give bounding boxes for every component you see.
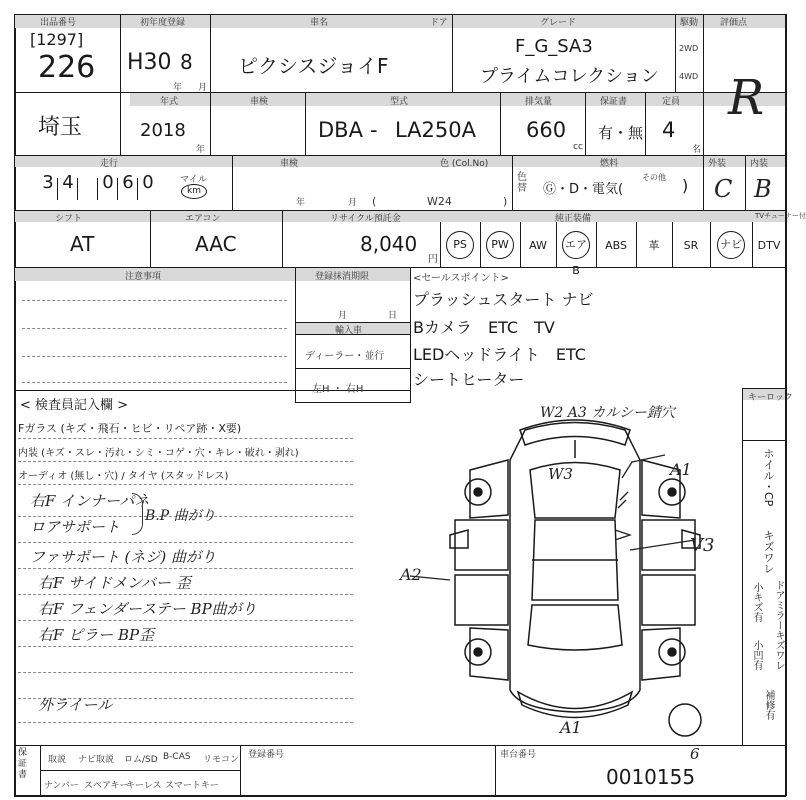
- color-label: 色 (Col.No): [440, 159, 489, 169]
- month-unit: 月: [198, 83, 208, 93]
- shift-label: シフト: [55, 214, 83, 224]
- color-open: (: [372, 195, 377, 208]
- chassis-number: 0010155: [606, 765, 696, 789]
- fuel-other: その他: [642, 173, 666, 182]
- color-change-label: 色替: [517, 172, 527, 194]
- color-code: W24: [427, 195, 452, 208]
- first-reg-year: H30: [127, 50, 172, 75]
- fuel-label: 燃料: [600, 159, 619, 169]
- model-year: 2018: [140, 120, 186, 141]
- footer-item-remote: リモコン: [203, 755, 240, 765]
- inspector-row-1: Fガラス (キズ・飛石・ヒビ・リペア跡・X要): [18, 422, 242, 435]
- equipment-label: ABS: [605, 238, 627, 252]
- equipment-item: [480, 228, 520, 262]
- warranty-choice: 有・無: [598, 124, 644, 142]
- capacity-label: 定員: [662, 97, 681, 107]
- eval-label: 評価点: [720, 18, 748, 28]
- hw-note-5: 右F フェンダーステー BP曲がり: [38, 600, 257, 618]
- mileage-digit: 6: [122, 172, 134, 193]
- deadline-label: 登録抹消期限: [315, 272, 370, 282]
- inspection-label: 車検: [280, 159, 299, 169]
- equipment-item: [596, 228, 636, 262]
- recycle-unit: 円: [428, 254, 438, 265]
- model-type-dash: -: [370, 118, 378, 142]
- interior-grade: B: [754, 175, 772, 203]
- footer-item-smart-key: スマートキー: [165, 781, 219, 791]
- equipment-label: PS: [446, 231, 474, 259]
- hw-note-1: 右F インナーパネ: [30, 492, 150, 510]
- aircon-value: AAC: [195, 232, 237, 256]
- car-damage-diagram: [440, 400, 710, 740]
- diagram-note-v3: V3: [690, 535, 715, 556]
- vehicle-name: ピクシスジョイF: [238, 54, 389, 78]
- mileage-digit: 3: [42, 172, 54, 193]
- model-type-label: 型式: [390, 97, 409, 107]
- lot-area-label: 出品番号: [40, 18, 77, 28]
- drive-label: 駆動: [680, 18, 699, 28]
- equipment-label: 純正装備: [555, 214, 592, 224]
- hw-bracket: [132, 493, 143, 535]
- tv-tuner-label: TVチューナー付: [755, 212, 806, 220]
- side-text-5: 小凹有: [751, 640, 762, 670]
- equipment-label: エアB: [562, 231, 590, 259]
- side-text-4: 小キズ有: [751, 582, 762, 622]
- equipment-label: AW: [529, 238, 547, 252]
- ref-number: [1297]: [30, 30, 84, 49]
- inspector-notes-label: < 検査員記入欄 >: [20, 398, 129, 413]
- diagram-note-a1-bottom: A1: [560, 718, 582, 737]
- equipment-item: [672, 228, 710, 262]
- side-text-1: ホイル・CP: [762, 448, 775, 507]
- equipment-label: PW: [486, 231, 514, 259]
- year-unit: 年: [173, 83, 183, 93]
- equipment-item: [440, 228, 480, 262]
- sales-point-2: Bカメラ ETC TV: [413, 318, 555, 337]
- diagram-note-a1-right: A1: [670, 460, 692, 479]
- equipment-label: 革: [648, 239, 660, 252]
- import-handle: 左H ・ 右H: [312, 384, 364, 395]
- shaken-label: 車検: [250, 97, 269, 107]
- displacement-unit: cc: [573, 142, 583, 152]
- exterior-grade: C: [714, 175, 733, 203]
- hw-note-6: 右F ピラー BP歪: [38, 626, 155, 644]
- exterior-label: 外装: [708, 159, 727, 169]
- mileage-unit-km: km: [181, 184, 207, 199]
- chassis-label: 車台番号: [500, 750, 537, 760]
- drive-2wd: 2WD: [679, 44, 699, 53]
- footer-item-plate: ナンバー: [44, 781, 79, 791]
- hw-note-4: 右F サイドメンバー 歪: [38, 574, 191, 592]
- aircon-label: エアコン: [185, 214, 221, 224]
- import-label: 輸入車: [335, 326, 363, 336]
- deadline-month: 月: [338, 311, 348, 321]
- sales-point-1: プラッシュスタート ナビ: [413, 290, 594, 309]
- grade-label: グレード: [540, 18, 577, 28]
- model-type-prefix: DBA: [318, 118, 363, 142]
- side-text-3: ドアミラーキズワレ: [773, 580, 784, 670]
- model-name-label: 車名: [310, 18, 329, 28]
- import-dealer: ディーラー・並行: [305, 351, 385, 362]
- interior-label: 内装: [750, 159, 769, 169]
- shift-value: AT: [70, 232, 95, 256]
- recycle-fee: 8,040: [360, 232, 418, 256]
- footer-item-bcas: B-CAS: [163, 752, 191, 762]
- recycle-label: リサイクル預託金: [330, 214, 401, 224]
- year-label: 年式: [160, 97, 179, 107]
- footer-item-manual: 取説: [48, 755, 67, 765]
- footer-item-rom: ロム/SD: [124, 755, 158, 765]
- equipment-label: ナビ: [717, 231, 745, 259]
- fuel-close: ): [682, 176, 689, 195]
- chassis-correction: 6: [690, 745, 700, 763]
- notes-label: 注意事項: [125, 272, 162, 282]
- equipment-label: DTV: [757, 238, 781, 252]
- deadline-day: 日: [388, 311, 398, 321]
- footer-item-navi-manual: ナビ取説: [78, 755, 115, 765]
- displacement-label: 排気量: [525, 97, 553, 107]
- footer-item-spare-key: スペアキー: [84, 781, 129, 791]
- eval-score: R: [728, 70, 765, 126]
- inspector-row-3: オーディオ (無し・穴) / タイヤ (スタッドレス): [18, 471, 229, 482]
- equipment-item: [710, 228, 752, 262]
- equipment-item: [556, 228, 596, 277]
- inspector-row-2: 内装 (キズ・スレ・汚れ・シミ・コゲ・穴・キレ・破れ・剥れ): [18, 448, 299, 459]
- model-year-unit: 年: [196, 145, 206, 155]
- sales-point-4: シートヒーター: [413, 370, 525, 389]
- mileage-unit-mile: マイル: [180, 175, 207, 185]
- mileage-digit: 4: [62, 172, 74, 193]
- first-reg-month: 8: [180, 50, 193, 74]
- equipment-label: SR: [683, 238, 699, 252]
- diagram-note-a2: A2: [400, 565, 422, 584]
- lot-number: 226: [38, 50, 96, 85]
- reg-no-label: 登録番号: [248, 750, 285, 760]
- region: 埼玉: [38, 115, 83, 140]
- fuel-options: Ⓖ・D・電気(: [543, 182, 624, 197]
- grade-line2: プライムコレクション: [480, 66, 659, 87]
- hw-bp-note: B.P 曲がり: [145, 508, 216, 524]
- hw-note-3: ファサポート (ネジ) 曲がり: [30, 548, 216, 566]
- shaken-month-unit: 月: [348, 198, 358, 208]
- capacity-unit: 名: [692, 145, 702, 155]
- hw-note-2: ロアサポート: [30, 518, 121, 536]
- sales-points-label: <セールスポイント>: [413, 273, 509, 284]
- grade-line1: F_G_SA3: [515, 36, 593, 57]
- side-text-2: キズワレ: [762, 530, 775, 574]
- sales-point-3: LEDヘッドライト ETC: [413, 345, 586, 364]
- equipment-item: [520, 228, 556, 262]
- hw-note-7: 外ライール: [38, 696, 113, 714]
- displacement-value: 660: [526, 118, 567, 142]
- side-text-6: 補修有: [763, 690, 774, 720]
- key-lock-label: キーロック: [748, 393, 793, 403]
- capacity-value: 4: [662, 118, 676, 142]
- mileage-label: 走行: [100, 159, 119, 169]
- warranty-label: 保証書: [600, 97, 628, 107]
- color-close: ): [503, 195, 508, 208]
- shaken-year-unit: 年: [296, 198, 306, 208]
- footer-warranty: 保証書: [18, 748, 28, 780]
- diagram-note-top: W2 A3 カルシー錆穴: [540, 405, 675, 421]
- footer-item-keyless: キーレス: [126, 781, 162, 791]
- drive-4wd: 4WD: [679, 72, 699, 81]
- mileage-digit: 0: [142, 172, 154, 193]
- equipment-item: [752, 228, 786, 262]
- door-label: ドア: [430, 18, 448, 28]
- first-reg-label: 初年度登録: [140, 18, 186, 28]
- diagram-note-w3: W3: [548, 465, 573, 483]
- model-type-code: LA250A: [395, 118, 476, 142]
- mileage-digit: 0: [102, 172, 114, 193]
- equipment-item: [636, 228, 672, 262]
